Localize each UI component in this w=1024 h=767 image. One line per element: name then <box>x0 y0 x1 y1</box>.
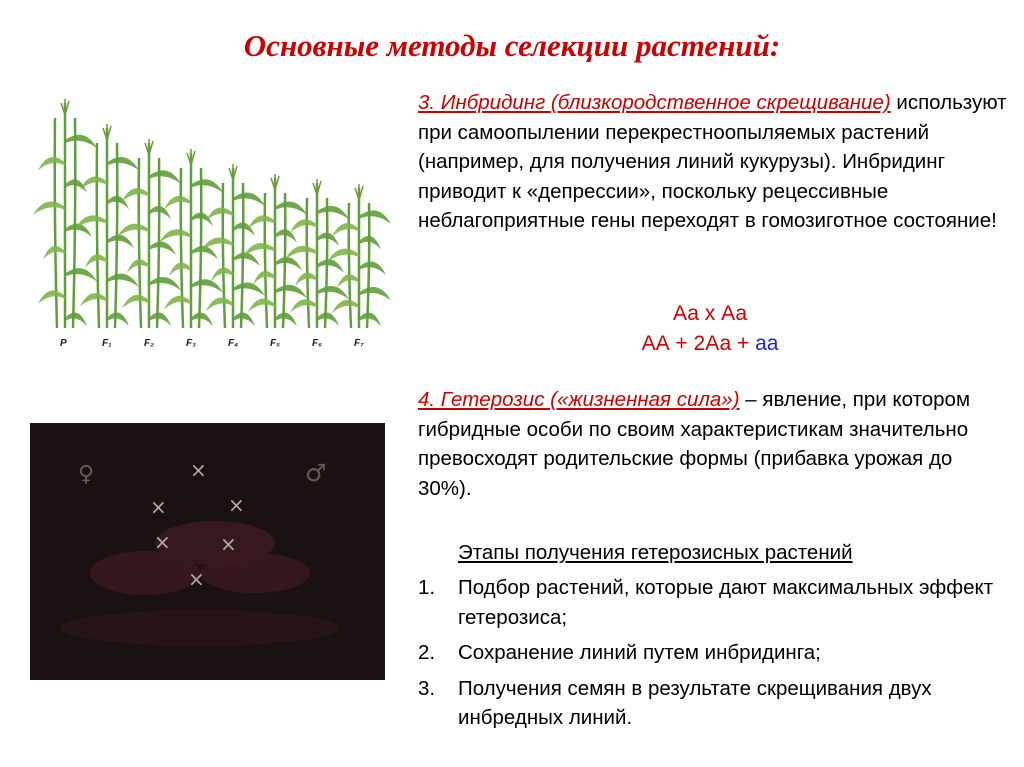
inbreeding-text: используют при самоопылении перекрестноопыляемых растений (например, для получения линий кукурузы). Инбридинг приводит к «депрессии», поскольку рецессивные неблагоприятные гены переходят в гомозиготное состояние! <box>418 91 1007 232</box>
corn-generations-illustration <box>20 88 400 353</box>
generation-label: F₅ <box>270 338 281 349</box>
offspring-formula-recessive: аа <box>755 332 779 355</box>
corn-plant <box>327 184 391 328</box>
cross-mark: × <box>188 567 205 591</box>
heterosis-crossing-image <box>30 423 385 680</box>
cross-mark: × <box>150 495 167 519</box>
cross-mark: × <box>154 530 171 554</box>
page-title: Основные методы селекции растений: <box>243 28 781 63</box>
corn-plant <box>33 99 97 328</box>
cross-mark: × <box>190 458 207 482</box>
list-text: Подбор растений, которые дают максимальных эффект гетерозиса; <box>458 576 994 629</box>
generation-label: F₃ <box>186 338 196 349</box>
generation-label: F₄ <box>228 338 239 349</box>
offspring-formula-main: АА + 2Аа + <box>641 332 756 355</box>
heterosis-term: 4. Гетерозис («жизненная сила») <box>418 388 740 411</box>
male-symbol: ♂ <box>305 459 327 487</box>
generation-label: F₂ <box>144 338 154 349</box>
list-item <box>418 674 1008 733</box>
inbreeding-term: 3. Инбридинг (близкородственное скрещивание) <box>418 91 891 114</box>
generation-label: F₇ <box>354 338 364 349</box>
female-symbol: ♀ <box>78 462 95 487</box>
list-item <box>418 638 1008 668</box>
generation-label: F₆ <box>312 338 323 349</box>
list-text: Получения семян в результате скрещивания двух инбредных линий. <box>458 676 932 729</box>
cross-mark: × <box>228 493 245 517</box>
offspring-formula <box>560 332 860 356</box>
generation-labels <box>60 338 364 349</box>
list-number: 2. <box>418 641 436 664</box>
cross-formula: Аа х Аа <box>672 302 747 325</box>
corn-plants <box>33 99 391 328</box>
stages-heading: Этапы получения гетерозисных растений <box>458 541 853 564</box>
list-item <box>418 573 1008 632</box>
generation-label: P <box>60 338 67 349</box>
heterosis-text: – явление, при котором гибридные особи по своим характеристикам значительно превосходят родительские формы (прибавка урожая до 30%). <box>418 388 971 500</box>
generation-label: F₁ <box>102 338 112 349</box>
list-text: Сохранение линий путем инбридинга; <box>458 641 821 664</box>
inbreeding-paragraph <box>418 88 1008 236</box>
cross-mark: × <box>220 532 237 556</box>
list-number: 1. <box>418 576 436 599</box>
stages-list <box>418 573 1008 739</box>
heterosis-paragraph <box>418 385 1008 503</box>
list-number: 3. <box>418 676 436 700</box>
